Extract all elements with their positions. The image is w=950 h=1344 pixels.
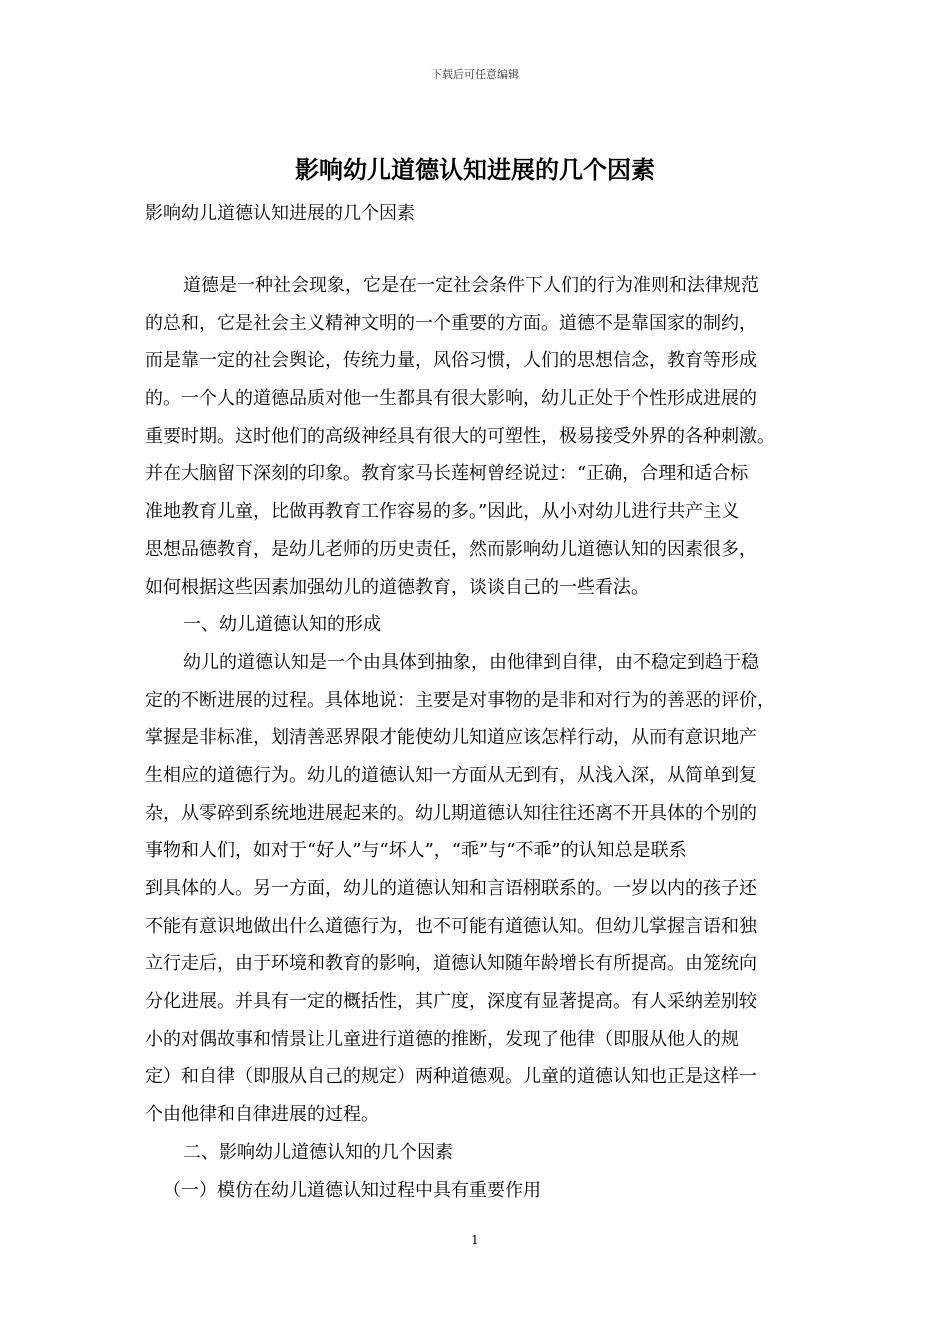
paragraph-line: 的。一个人的道德品质对他一生都具有很大影响，幼儿正处于个性形成进展的 (145, 388, 757, 410)
paragraph-line: 立行走后，由于环境和教育的影响，道德认知随年龄增长有所提高。由笼统向 (145, 953, 757, 975)
paragraph-line: 准地教育儿童，比做再教育工作容易的多。”因此，从小对幼儿进行共产主义 (145, 501, 740, 523)
paragraph-line: 道德是一种社会现象，它是在一定社会条件下人们的行为准则和法律规范 (183, 275, 759, 296)
paragraph-line: 如何根据这些因素加强幼儿的道德教育，谈谈自己的一些看法。 (145, 576, 649, 598)
section-heading: 二、影响幼儿道德认知的几个因素 (183, 1141, 453, 1163)
paragraph-line: 生相应的道德行为。幼儿的道德认知一方面从无到有，从浅入深，从简单到复 (145, 764, 757, 786)
document-body (145, 272, 825, 1214)
section-heading: 一、幼儿道德认知的形成 (183, 614, 381, 636)
paragraph-line: 事物和人们，如对于“好人”与“坏人”，“乖”与“不乖”的认知总是联系 (145, 840, 687, 862)
paragraph-line: 重要时期。这时他们的高级神经具有很大的可塑性，极易接受外界的各种刺激。 (145, 425, 775, 447)
page-number: 1 (471, 1233, 479, 1247)
paragraph-line: 的总和，它是社会主义精神文明的一个重要的方面。道德不是靠国家的制约， (145, 312, 757, 334)
paragraph-line: 而是靠一定的社会舆论，传统力量，风俗习惯，人们的思想信念，教育等形成 (145, 350, 757, 372)
paragraph-line: 小的对偶故事和情景让儿童进行道德的推断，发现了他律（即服从他人的规 (145, 1028, 739, 1050)
paragraph-line: 思想品德教育，是幼儿老师的历史责任，然而影响幼儿道德认知的因素很多， (145, 538, 757, 560)
document-subtitle: 影响幼儿道德认知进展的几个因素 (145, 203, 415, 224)
paragraph-line: 个由他律和自律进展的过程。 (145, 1104, 379, 1126)
paragraph-line: 幼儿的道德认知是一个由具体到抽象，由他律到自律，由不稳定到趋于稳 (183, 651, 759, 673)
paragraph-line: 不能有意识地做出什么道德行为，也不可能有道德认知。但幼儿掌握言语和独 (145, 915, 757, 937)
document-title: 影响幼儿道德认知进展的几个因素 (295, 155, 655, 184)
page-header: 下载后可任意编辑 (431, 68, 519, 81)
paragraph-line: 到具体的人。另一方面，幼儿的道德认知和言语栩联系的。一岁以内的孩子还 (145, 878, 757, 899)
paragraph-line: 定的不断进展的过程。具体地说：主要是对事物的是非和对行为的善恶的评价， (145, 689, 775, 711)
paragraph-line: 杂，从零碎到系统地进展起来的。幼儿期道德认知往往还离不开具体的个别的 (145, 802, 757, 824)
subsection-heading: （一）模仿在幼儿道德认知过程中具有重要作用 (163, 1179, 541, 1201)
paragraph-line: 分化进展。并具有一定的概括性，其广度，深度有显著提高。有人采纳差别较 (145, 991, 757, 1013)
paragraph-line: 定）和自律（即服从自己的规定）两种道德观。儿童的道德认知也正是这样一 (145, 1066, 757, 1088)
paragraph-line: 掌握是非标准，划清善恶界限才能使幼儿知道应该怎样行动，从而有意识地产 (145, 727, 757, 749)
paragraph-line: 并在大脑留下深刻的印象。教育家马长莲柯曾经说过：“正确，合理和适合标 (145, 463, 749, 485)
